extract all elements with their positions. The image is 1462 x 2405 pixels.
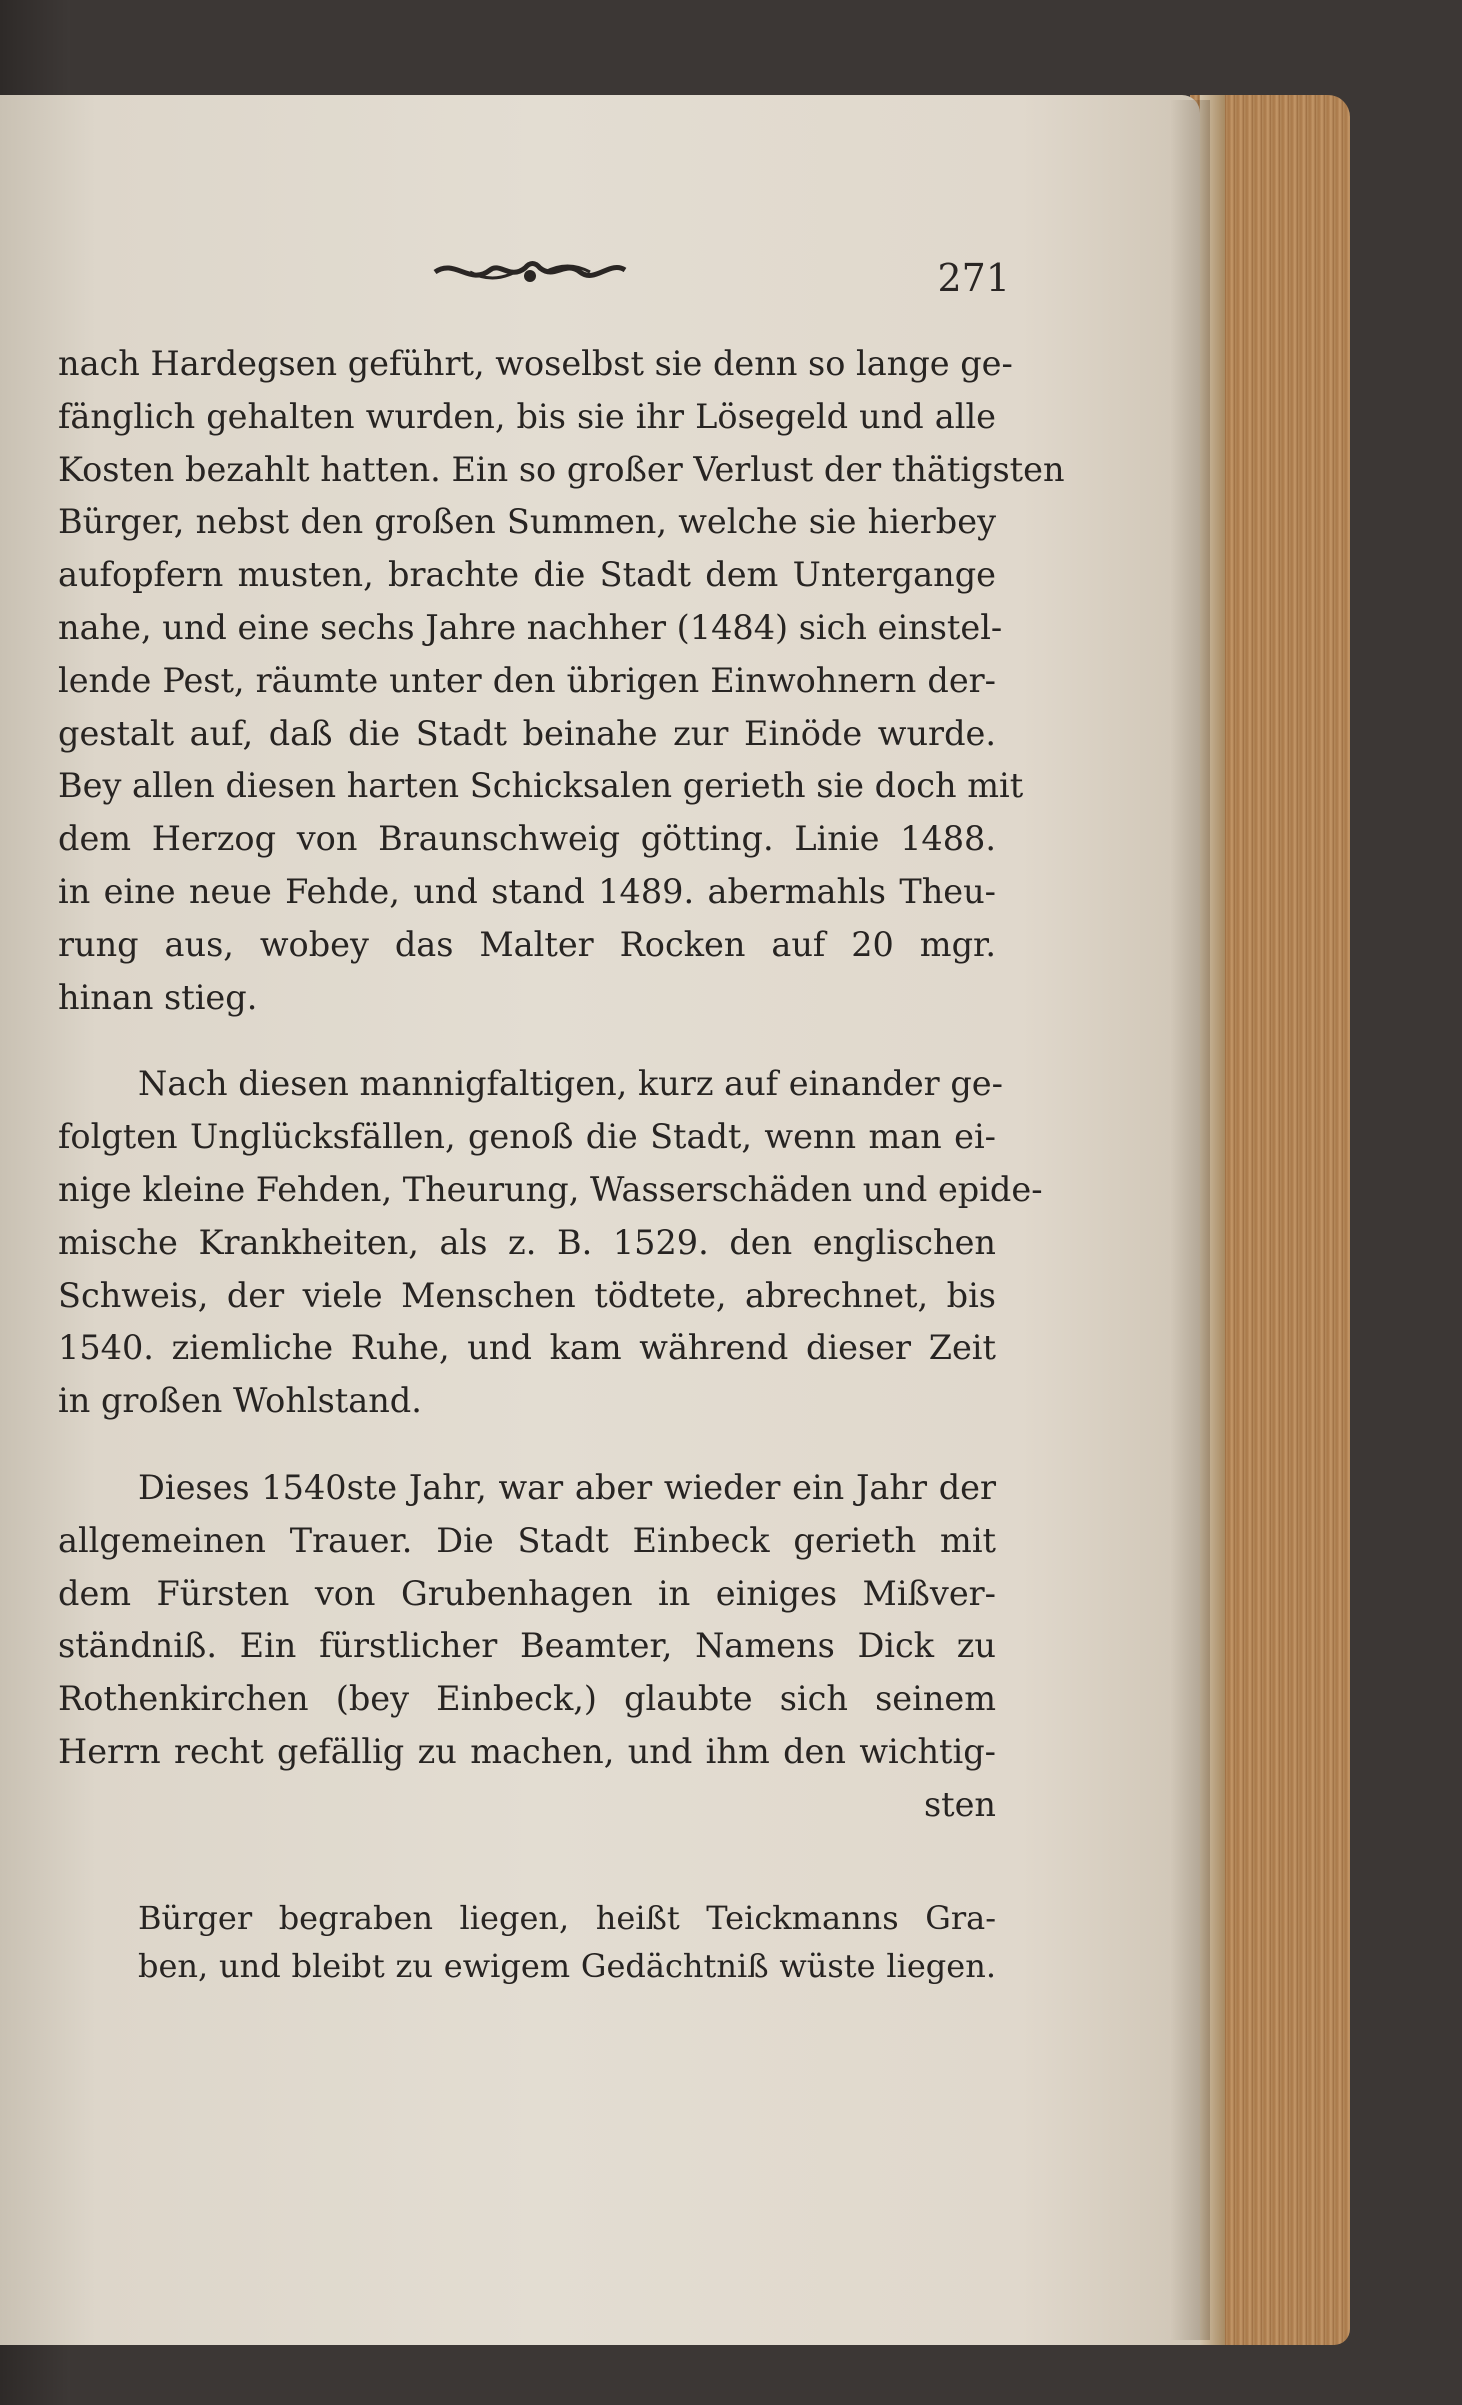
text-line: dem Fürsten von Grubenhagen in einiges Mißver-	[58, 1573, 996, 1613]
text-line: aufopfern musten, brachte die Stadt dem Untergange	[58, 555, 996, 595]
ornament-icon	[430, 250, 630, 294]
footnote	[138, 1894, 996, 1990]
text-line: gestalt auf, daß die Stadt beinahe zur Einöde wurde.	[58, 713, 996, 753]
paragraph-2	[58, 1058, 1043, 1428]
paragraph-1	[58, 338, 1065, 1024]
page-gutter-shadow	[1170, 100, 1210, 2340]
text-line: ständniß. Ein fürstlicher Beamter, Namens Dick zu	[58, 1626, 996, 1666]
text-line: Bey allen diesen harten Schicksalen gerieth sie doch mit	[58, 766, 1024, 806]
text-line: Herrn recht gefällig zu machen, und ihm den wichtig-	[58, 1731, 996, 1771]
paragraph-gap	[58, 1428, 996, 1462]
text-line: nahe, und eine sechs Jahre nachher (1484) sich einstel-	[58, 607, 1003, 647]
catchword: sten	[923, 1784, 996, 1824]
text-line: Nach diesen mannigfaltigen, kurz auf einander ge-	[138, 1064, 1003, 1104]
text-line: folgten Unglücksfällen, genoß die Stadt, wenn man ei-	[58, 1117, 996, 1157]
page-number: 271	[937, 256, 1010, 300]
text-line: 1540. ziemliche Ruhe, und kam während dieser Zeit	[58, 1328, 996, 1368]
text-line: Bürger, nebst den großen Summen, welche sie hierbey	[58, 502, 996, 542]
text-line: fänglich gehalten wurden, bis sie ihr Lösegeld und alle	[58, 396, 996, 436]
text-line: Schweis, der viele Menschen tödtete, abrechnet, bis	[58, 1275, 996, 1315]
text-line: in großen Wohlstand.	[58, 1381, 422, 1421]
body-text	[58, 338, 1065, 1832]
text-line: Dieses 1540ste Jahr, war aber wieder ein Jahr der	[138, 1467, 996, 1507]
paragraph-3	[58, 1462, 996, 1779]
text-line: mische Krankheiten, als z. B. 1529. den englischen	[58, 1222, 996, 1262]
paragraph-gap	[58, 1024, 996, 1058]
footnote-line: Bürger begraben liegen, heißt Teickmanns Gra-	[138, 1899, 996, 1937]
text-line: dem Herzog von Braunschweig götting. Linie 1488.	[58, 819, 996, 859]
text-line: allgemeinen Trauer. Die Stadt Einbeck gerieth mit	[58, 1520, 996, 1560]
text-line: rung aus, wobey das Malter Rocken auf 20 mgr.	[58, 924, 996, 964]
footnote-line: ben, und bleibt zu ewigem Gedächtniß wüste liegen.	[138, 1947, 996, 1985]
text-line: lende Pest, räumte unter den übrigen Einwohnern der-	[58, 660, 996, 700]
text-line: in eine neue Fehde, und stand 1489. abermahls Theu-	[58, 871, 996, 911]
text-line: hinan stieg.	[58, 977, 258, 1017]
text-line: Rothenkirchen (bey Einbeck,) glaubte sich seinem	[58, 1679, 996, 1719]
text-line: nige kleine Fehden, Theurung, Wasserschäden und epide-	[58, 1169, 1043, 1209]
text-line: Kosten bezahlt hatten. Ein so großer Verlust der thätigsten	[58, 449, 1065, 489]
text-line: nach Hardegsen geführt, woselbst sie denn so lange ge-	[58, 344, 1013, 383]
